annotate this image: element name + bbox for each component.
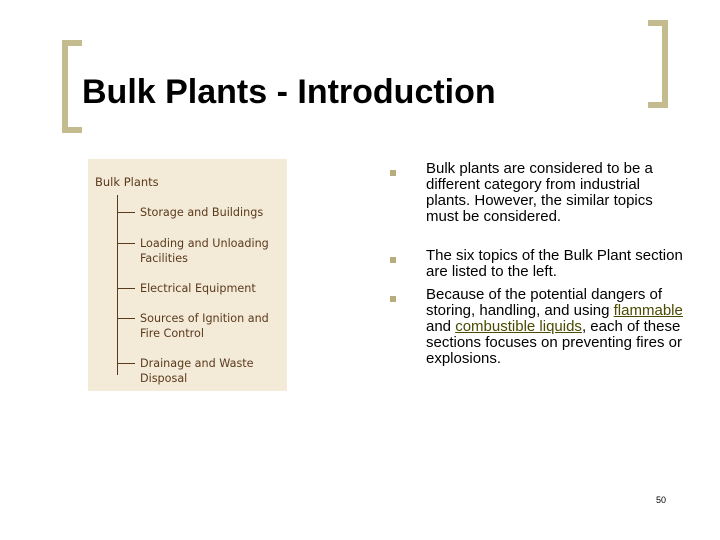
slide-title: Bulk Plants - Introduction <box>82 73 496 111</box>
flammable-link[interactable]: flammable <box>613 302 683 320</box>
right-bracket-vertical <box>662 20 668 108</box>
diagram-item-storage: Storage and Buildings <box>140 206 264 219</box>
diagram-branch <box>117 363 135 364</box>
bullet-3-text <box>426 287 684 367</box>
bullet-1-text: Bulk plants are considered to be a different category from industrial plants. However, the similar topics must be considered. <box>426 160 653 226</box>
diagram-item-drainage: Drainage and Waste Disposal <box>140 357 254 385</box>
combustible-liquids-link[interactable]: combustible liquids <box>455 318 582 336</box>
diagram-root-label: Bulk Plants <box>95 175 159 189</box>
bullet-marker-icon <box>390 257 396 263</box>
bullet-3-pre: Because of the potential dangers of storing, handling, and using <box>426 286 663 320</box>
bullet-marker-icon <box>390 170 396 176</box>
bulk-plants-diagram <box>88 159 287 391</box>
left-bracket-bottom <box>62 127 82 133</box>
diagram-branch <box>117 243 135 244</box>
left-bracket-top <box>62 40 82 46</box>
right-bracket-bottom <box>648 102 668 108</box>
diagram-item-electrical: Electrical Equipment <box>140 282 256 295</box>
page-number: 50 <box>656 495 667 505</box>
diagram-trunk-line <box>117 195 118 375</box>
bullet-marker-icon <box>390 296 396 302</box>
diagram-item-loading: Loading and Unloading Facilities <box>140 237 269 265</box>
right-bracket-top <box>648 20 668 26</box>
diagram-branch <box>117 288 135 289</box>
bullet-3-post: , each of these sections focuses on preventing fires or explosions. <box>426 318 682 368</box>
bullet-3-mid: and <box>426 318 456 336</box>
diagram-item-ignition: Sources of Ignition and Fire Control <box>140 312 269 340</box>
left-bracket-vertical <box>62 40 68 133</box>
diagram-branch <box>117 318 135 319</box>
bullet-2-text: The six topics of the Bulk Plant section are listed to the left. <box>426 247 683 281</box>
diagram-branch <box>117 212 135 213</box>
